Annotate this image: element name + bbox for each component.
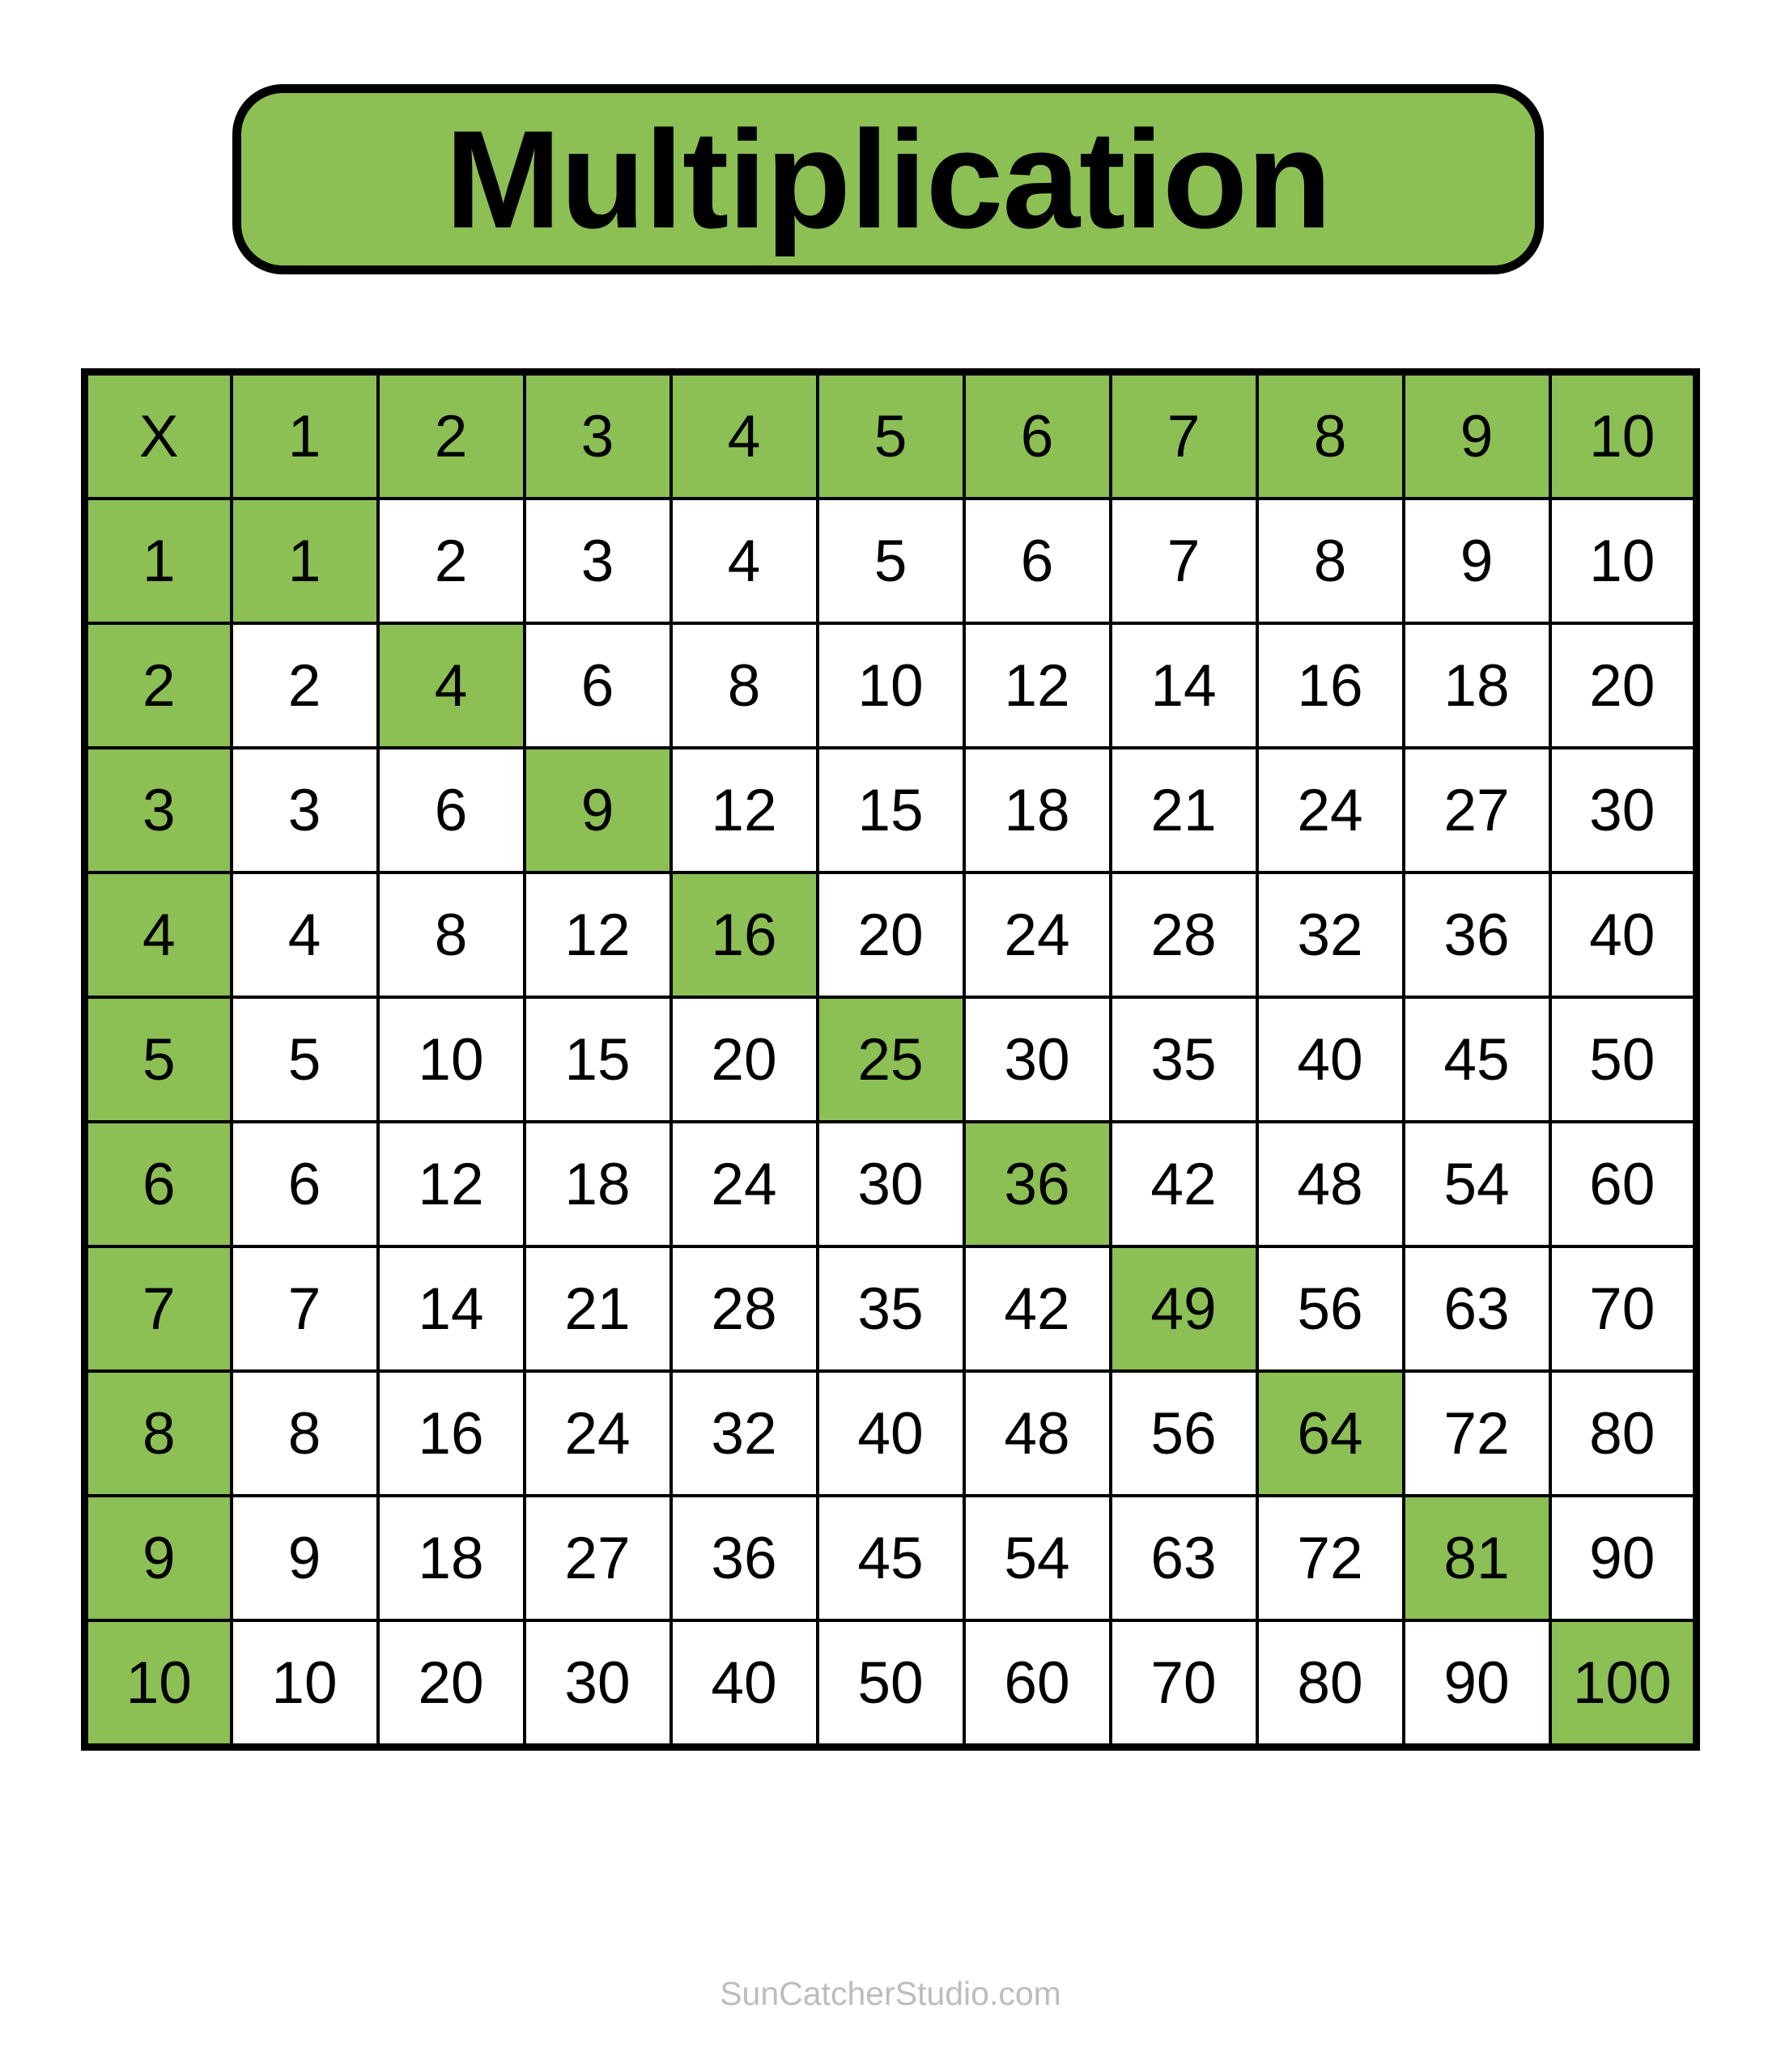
row-header-cell: 4 <box>85 873 232 997</box>
product-cell: 8 <box>232 1371 378 1496</box>
product-cell-square: 25 <box>818 997 964 1122</box>
product-cell: 80 <box>1550 1371 1697 1496</box>
product-cell: 30 <box>964 997 1111 1122</box>
column-header-cell: 3 <box>525 372 671 499</box>
product-cell: 32 <box>671 1371 818 1496</box>
product-cell: 18 <box>378 1496 525 1620</box>
product-cell: 12 <box>671 748 818 873</box>
product-cell: 2 <box>378 499 525 623</box>
table-row <box>85 997 1697 1122</box>
product-cell: 60 <box>1550 1122 1697 1246</box>
product-cell: 6 <box>964 499 1111 623</box>
product-cell: 2 <box>232 623 378 748</box>
product-cell: 16 <box>378 1371 525 1496</box>
table-header-row <box>85 372 1697 499</box>
product-cell: 18 <box>525 1122 671 1246</box>
product-cell-square: 16 <box>671 873 818 997</box>
row-header-cell: 5 <box>85 997 232 1122</box>
product-cell: 21 <box>1111 748 1257 873</box>
table-row <box>85 499 1697 623</box>
product-cell: 5 <box>232 997 378 1122</box>
column-header-cell: 1 <box>232 372 378 499</box>
product-cell: 36 <box>1404 873 1550 997</box>
product-cell: 20 <box>818 873 964 997</box>
product-cell: 40 <box>1257 997 1404 1122</box>
product-cell-square: 100 <box>1550 1620 1697 1747</box>
product-cell-square: 49 <box>1111 1246 1257 1371</box>
column-header-cell: 6 <box>964 372 1111 499</box>
product-cell: 48 <box>964 1371 1111 1496</box>
product-cell: 12 <box>525 873 671 997</box>
product-cell: 35 <box>818 1246 964 1371</box>
product-cell: 27 <box>1404 748 1550 873</box>
table-row <box>85 1496 1697 1620</box>
product-cell: 10 <box>818 623 964 748</box>
product-cell: 28 <box>1111 873 1257 997</box>
product-cell: 18 <box>964 748 1111 873</box>
footer-credit: SunCatcherStudio.com <box>720 1975 1061 2012</box>
product-cell: 4 <box>671 499 818 623</box>
product-cell: 24 <box>525 1371 671 1496</box>
title-banner-wrapper <box>232 84 1544 274</box>
product-cell-square: 4 <box>378 623 525 748</box>
product-cell: 54 <box>964 1496 1111 1620</box>
product-cell: 6 <box>525 623 671 748</box>
product-cell: 30 <box>525 1620 671 1747</box>
product-cell-square: 81 <box>1404 1496 1550 1620</box>
table-corner-cell: X <box>85 372 232 499</box>
product-cell: 45 <box>818 1496 964 1620</box>
product-cell: 12 <box>964 623 1111 748</box>
product-cell: 12 <box>378 1122 525 1246</box>
column-header-cell: 8 <box>1257 372 1404 499</box>
product-cell: 56 <box>1111 1371 1257 1496</box>
product-cell: 20 <box>1550 623 1697 748</box>
product-cell: 56 <box>1257 1246 1404 1371</box>
product-cell: 3 <box>232 748 378 873</box>
product-cell: 10 <box>1550 499 1697 623</box>
product-cell: 10 <box>378 997 525 1122</box>
product-cell: 14 <box>1111 623 1257 748</box>
product-cell: 4 <box>232 873 378 997</box>
product-cell: 42 <box>1111 1122 1257 1246</box>
row-header-cell: 2 <box>85 623 232 748</box>
row-header-cell: 9 <box>85 1496 232 1620</box>
product-cell: 10 <box>232 1620 378 1747</box>
product-cell: 90 <box>1550 1496 1697 1620</box>
product-cell: 50 <box>1550 997 1697 1122</box>
product-cell-square: 9 <box>525 748 671 873</box>
product-cell: 7 <box>1111 499 1257 623</box>
product-cell: 20 <box>671 997 818 1122</box>
row-header-cell: 8 <box>85 1371 232 1496</box>
product-cell: 9 <box>1404 499 1550 623</box>
product-cell: 5 <box>818 499 964 623</box>
product-cell: 42 <box>964 1246 1111 1371</box>
product-cell: 54 <box>1404 1122 1550 1246</box>
column-header-cell: 10 <box>1550 372 1697 499</box>
product-cell: 50 <box>818 1620 964 1747</box>
product-cell: 32 <box>1257 873 1404 997</box>
product-cell: 7 <box>232 1246 378 1371</box>
product-cell: 35 <box>1111 997 1257 1122</box>
column-header-cell: 4 <box>671 372 818 499</box>
product-cell: 6 <box>232 1122 378 1246</box>
table-row <box>85 748 1697 873</box>
row-header-cell: 6 <box>85 1122 232 1246</box>
product-cell: 28 <box>671 1246 818 1371</box>
multiplication-table <box>81 368 1700 1751</box>
product-cell: 21 <box>525 1246 671 1371</box>
product-cell: 16 <box>1257 623 1404 748</box>
table-row <box>85 873 1697 997</box>
table-row <box>85 1620 1697 1747</box>
table-row <box>85 623 1697 748</box>
column-header-cell: 9 <box>1404 372 1550 499</box>
product-cell: 30 <box>1550 748 1697 873</box>
product-cell: 80 <box>1257 1620 1404 1747</box>
product-cell: 24 <box>1257 748 1404 873</box>
product-cell: 14 <box>378 1246 525 1371</box>
table-row <box>85 1371 1697 1496</box>
product-cell-square: 1 <box>232 499 378 623</box>
product-cell: 6 <box>378 748 525 873</box>
multiplication-table-wrapper <box>81 368 1700 1751</box>
column-header-cell: 2 <box>378 372 525 499</box>
product-cell-square: 64 <box>1257 1371 1404 1496</box>
table-row <box>85 1122 1697 1246</box>
product-cell: 40 <box>818 1371 964 1496</box>
product-cell: 27 <box>525 1496 671 1620</box>
product-cell: 60 <box>964 1620 1111 1747</box>
column-header-cell: 5 <box>818 372 964 499</box>
product-cell: 72 <box>1257 1496 1404 1620</box>
product-cell: 18 <box>1404 623 1550 748</box>
product-cell: 20 <box>378 1620 525 1747</box>
product-cell: 24 <box>671 1122 818 1246</box>
product-cell: 15 <box>525 997 671 1122</box>
product-cell: 48 <box>1257 1122 1404 1246</box>
product-cell: 9 <box>232 1496 378 1620</box>
product-cell: 72 <box>1404 1371 1550 1496</box>
page-title: Multiplication <box>444 101 1332 257</box>
product-cell: 8 <box>1257 499 1404 623</box>
product-cell: 3 <box>525 499 671 623</box>
product-cell: 63 <box>1111 1496 1257 1620</box>
table-row <box>85 1246 1697 1371</box>
product-cell: 36 <box>671 1496 818 1620</box>
product-cell: 8 <box>378 873 525 997</box>
product-cell: 24 <box>964 873 1111 997</box>
product-cell: 45 <box>1404 997 1550 1122</box>
product-cell: 15 <box>818 748 964 873</box>
product-cell: 8 <box>671 623 818 748</box>
row-header-cell: 10 <box>85 1620 232 1747</box>
product-cell: 63 <box>1404 1246 1550 1371</box>
product-cell: 70 <box>1550 1246 1697 1371</box>
product-cell: 40 <box>1550 873 1697 997</box>
product-cell: 90 <box>1404 1620 1550 1747</box>
product-cell: 30 <box>818 1122 964 1246</box>
row-header-cell: 1 <box>85 499 232 623</box>
row-header-cell: 3 <box>85 748 232 873</box>
product-cell: 70 <box>1111 1620 1257 1747</box>
product-cell: 40 <box>671 1620 818 1747</box>
column-header-cell: 7 <box>1111 372 1257 499</box>
product-cell-square: 36 <box>964 1122 1111 1246</box>
row-header-cell: 7 <box>85 1246 232 1371</box>
title-banner <box>232 84 1544 274</box>
